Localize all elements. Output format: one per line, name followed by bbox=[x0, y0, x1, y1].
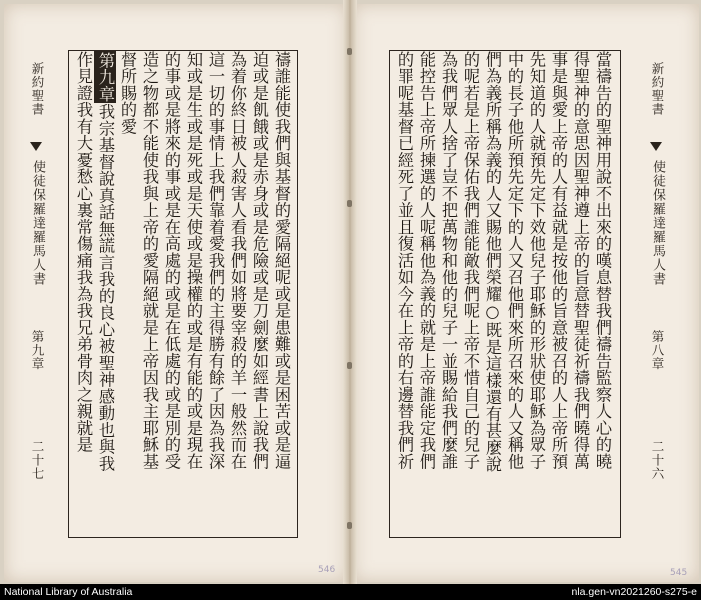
binding-stitch bbox=[347, 200, 352, 207]
binding-stitch bbox=[347, 362, 352, 369]
left-page-number: 二十七 bbox=[30, 440, 45, 481]
margin-fishtail-mark bbox=[650, 142, 662, 151]
text-column: 的事或是將來的事或是在高處的或是在低處的或是別的受 bbox=[162, 51, 181, 470]
right-text-frame bbox=[389, 50, 621, 538]
library-stamp-left: 546 bbox=[318, 565, 336, 575]
text-column: 作見證我有大憂愁心裏常傷痛我為我兄弟骨肉之親就是 bbox=[74, 51, 93, 453]
right-book-title: 新約聖書 bbox=[650, 62, 665, 116]
chapter-heading-mark: 第九章 bbox=[96, 52, 115, 103]
text-column: 為着你終日被人殺害人看我們如將要宰殺的羊一般然而在 bbox=[228, 51, 247, 470]
left-book-subtitle: 使徒保羅達羅馬人書 bbox=[30, 160, 45, 286]
text-column: 迫或是飢餓或是赤身或是危險或是刀劍麼如經書上說我們 bbox=[250, 51, 269, 470]
binding-stitch bbox=[347, 48, 352, 55]
text-column: 督所賜的愛 bbox=[118, 51, 137, 135]
text-column: 知或是生或是死或是天使或是操權的或是有能的或是現在 bbox=[184, 51, 203, 470]
right-chapter-label: 第八章 bbox=[650, 330, 665, 371]
library-stamp-right: 545 bbox=[670, 568, 688, 578]
binding-stitch bbox=[347, 522, 352, 529]
left-text-frame bbox=[68, 50, 298, 538]
footer-identifier: nla.gen-vn2021260-s275-e bbox=[571, 586, 697, 598]
left-chapter-label: 第九章 bbox=[30, 330, 45, 371]
right-page-number: 二十六 bbox=[650, 440, 665, 481]
text-column: 造之物都不能使我與上帝的愛隔絕就是上帝因我主耶穌基 bbox=[140, 51, 159, 470]
text-column: 的罪呢基督已經死了並且復活如今在上帝的右邊替我們祈 bbox=[395, 51, 414, 470]
footer-bar bbox=[0, 584, 701, 600]
left-book-title: 新約聖書 bbox=[30, 62, 45, 116]
text-column: 為我們眾人捨了豈不把萬物和他的兒子一並賜給我們麼誰 bbox=[439, 51, 458, 470]
text-column: 先知道的人就預先定下效他兒子耶穌的形狀使耶穌為眾子 bbox=[527, 51, 546, 470]
text-column: 能控告上帝所揀選的人呢稱他為義的就是上帝誰能定我們 bbox=[417, 51, 436, 470]
text-column: 們為義所稱為義的人又賜他們榮耀○既是這樣還有甚麼說 bbox=[483, 51, 502, 473]
book-gutter bbox=[343, 0, 357, 584]
margin-fishtail-mark bbox=[30, 142, 42, 151]
text-column: 得聖神的意思因聖神遵上帝的旨意替聖徒祈禱我們曉得萬 bbox=[571, 51, 590, 470]
text-column: 的呢若是上帝保佑我們誰能敵我們呢上帝不惜自己的兒子 bbox=[461, 51, 480, 470]
footer-library-name: National Library of Australia bbox=[4, 586, 133, 598]
text-column: 中的長子他所預先定下的人又召他們來所召來的人又稱他 bbox=[505, 51, 524, 470]
text-column: 當禱告的聖神用說不出來的嘆息替我們禱告監察人心的曉 bbox=[593, 51, 612, 470]
right-book-subtitle: 使徒保羅達羅馬人書 bbox=[650, 160, 665, 286]
text-column: 事是與愛上帝的人有益就是按他的旨意被召的人上帝所預 bbox=[549, 51, 568, 470]
text-column: 這一切的事情上我們靠着愛我們的主得勝有餘了因為我深 bbox=[206, 51, 225, 470]
text-column: 禱誰能使我們與基督的愛隔絕呢或是患難或是困苦或是逼 bbox=[272, 51, 291, 470]
text-column: 第九章我宗基督說真話無謊言我的良心被聖神感動也與我 bbox=[96, 52, 115, 472]
